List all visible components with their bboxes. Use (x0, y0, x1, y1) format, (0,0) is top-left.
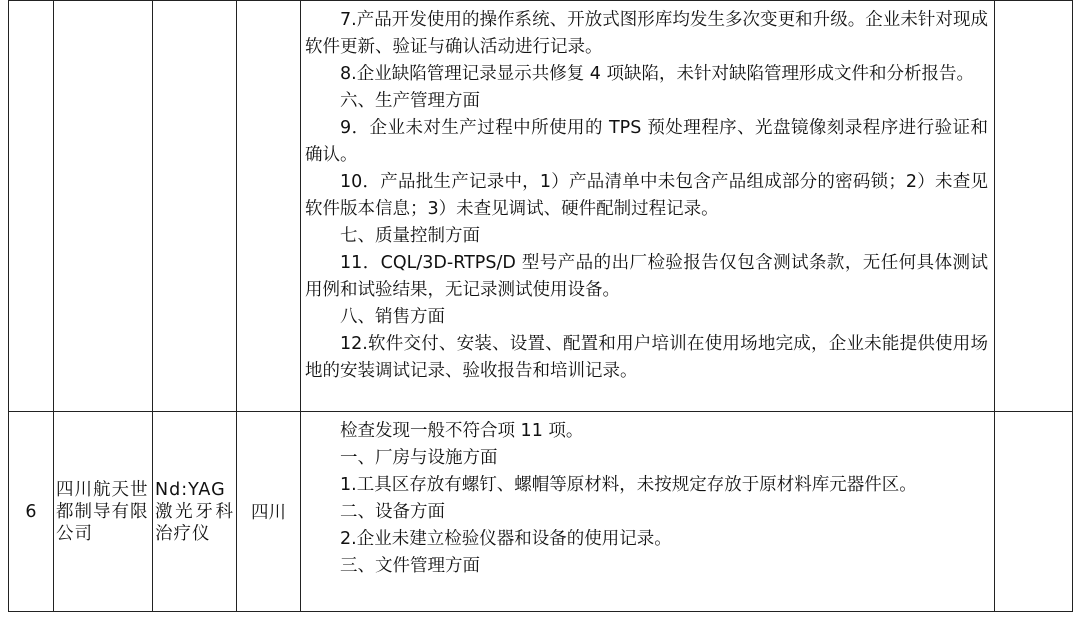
product-cell (153, 1, 237, 412)
table-row (9, 1, 1073, 412)
section-heading: 八、销售方面 (340, 307, 445, 327)
section-heading: 六、生产管理方面 (340, 91, 480, 111)
company-name: 四川航天世都制导有限公司 (56, 479, 149, 544)
finding-line: 检查发现一般不符合项 11 项。 (340, 421, 584, 441)
company-cell (54, 1, 153, 412)
remarks-cell (995, 412, 1073, 612)
inspection-table (8, 0, 1073, 612)
findings-text (301, 412, 994, 580)
product-name: Nd:YAG激光牙科治疗仪 (155, 479, 234, 544)
findings-cell (301, 412, 995, 612)
region-name: 四川 (237, 412, 301, 612)
section-heading: 二、设备方面 (340, 502, 445, 522)
number-cell (9, 1, 54, 412)
finding-line: 2.企业未建立检验仪器和设备的使用记录。 (340, 529, 672, 549)
row-number: 6 (9, 412, 54, 612)
section-heading: 三、文件管理方面 (340, 556, 480, 576)
finding-line: 10．产品批生产记录中，1）产品清单中未包含产品组成部分的密码锁；2）未查见软件版本信息；3）未查见调试、硬件配制过程记录。 (305, 172, 988, 219)
finding-line: 1.工具区存放有螺钉、螺帽等原材料，未按规定存放于原材料库元器件区。 (340, 475, 917, 495)
finding-line: 8.企业缺陷管理记录显示共修复 4 项缺陷，未针对缺陷管理形成文件和分析报告。 (340, 64, 974, 84)
section-heading: 一、厂房与设施方面 (340, 448, 498, 468)
region-cell (237, 1, 301, 412)
company-cell (54, 412, 153, 612)
product-cell (153, 412, 237, 612)
finding-line: 9．企业未对生产过程中所使用的 TPS 预处理程序、光盘镜像刻录程序进行验证和确认。 (305, 118, 988, 165)
findings-cell (301, 1, 995, 412)
finding-line: 11．CQL/3D-RTPS/D 型号产品的出厂检验报告仅包含测试条款，无任何具体测试用例和试验结果，无记录测试使用设备。 (305, 253, 988, 300)
finding-line: 12.软件交付、安装、设置、配置和用户培训在使用场地完成，企业未能提供使用场地的安装调试记录、验收报告和培训记录。 (305, 334, 988, 381)
remarks-cell (995, 1, 1073, 412)
table-row (9, 412, 1073, 612)
finding-line: 7.产品开发使用的操作系统、开放式图形库均发生多次变更和升级。企业未针对现成软件更新、验证与确认活动进行记录。 (305, 10, 988, 57)
findings-text (301, 1, 994, 385)
section-heading: 七、质量控制方面 (340, 226, 480, 246)
